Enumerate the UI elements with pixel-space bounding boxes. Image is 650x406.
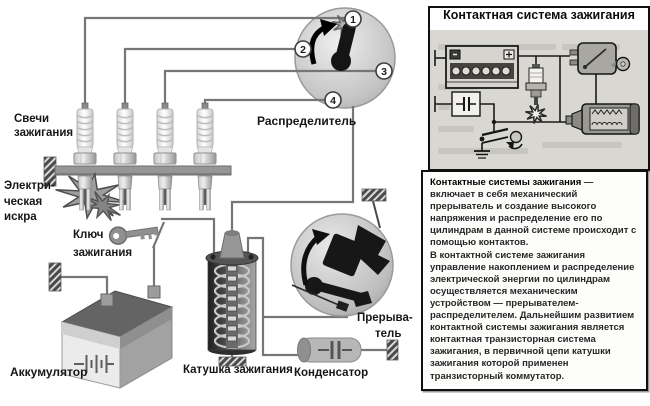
schematic-battery <box>446 46 518 88</box>
info-lead: Контактные системы зажигания <box>430 177 582 188</box>
info-text-box <box>421 170 648 391</box>
battery-ground-wire <box>61 277 107 294</box>
info-paragraph-1 <box>430 177 640 250</box>
capacitor-body <box>298 338 362 362</box>
label-breaker: Прерыва- тель <box>357 312 413 340</box>
battery-terminal-plus <box>148 286 160 298</box>
distributor-terminal-2 <box>295 41 311 57</box>
panel-title: Контактная система зажигания <box>430 8 648 30</box>
label-distributor: Распределитель <box>257 114 357 128</box>
label-battery: Аккумулятор <box>10 365 88 379</box>
distributor-terminal-4 <box>325 92 341 108</box>
rotor-pivot <box>331 51 351 71</box>
battery-terminal-minus <box>101 294 113 306</box>
svg-text:1: 1 <box>350 13 356 26</box>
info-paragraph-2: В контактной системе зажигания управление накоплением и распределение электрической энергии по цилиндрам осуществляется механическим устройством — прерывателем-распределителем. Дальнейшим развитием контактной системы зажигания является контактная транзисторная система зажигания, в первичной цепи катушки зажигания которой применен транзисторный коммутатор. <box>430 249 635 382</box>
label-ignition-key: Ключ зажигания <box>73 229 133 259</box>
plug-wire-2 <box>125 49 295 103</box>
ground-breaker <box>362 189 386 201</box>
schematic-drawing <box>430 30 644 167</box>
ground-capacitor <box>387 340 398 360</box>
svg-text:2: 2 <box>300 43 306 56</box>
schematic-capacitor <box>452 92 480 116</box>
label-capacitor: Конденсатор <box>294 367 369 379</box>
distributor-terminal-3 <box>376 63 392 79</box>
spark-plug-4 <box>194 103 216 210</box>
coil-ht-tower <box>220 233 244 258</box>
info-p1: — включает в себя механический прерыватель и создание высокого напряжения и распределение его по цилиндрам в данной системе происходит с помощью контактов. <box>430 177 637 249</box>
schematic-spark-plug <box>523 64 548 126</box>
contact-ignition-panel <box>428 6 650 171</box>
svg-text:4: 4 <box>330 94 336 107</box>
coil-core <box>226 262 238 348</box>
label-spark-plugs: Свечи зажигания <box>14 113 74 139</box>
panel-schematic <box>430 30 648 169</box>
distributor-terminal-1 <box>345 11 361 27</box>
engine-bar <box>55 166 231 175</box>
schematic-coil <box>566 104 639 134</box>
switch-to-coil-wire <box>161 219 214 256</box>
spark-plug-3 <box>154 103 176 210</box>
breaker-ground-lead <box>373 201 380 228</box>
svg-text:3: 3 <box>381 65 387 78</box>
spark-plug-2 <box>114 103 136 210</box>
label-ignition-coil: Катушка зажигания <box>183 364 293 376</box>
label-electric-spark: Электри- ческая искра <box>4 180 55 223</box>
plug-wire-4 <box>205 100 325 103</box>
ground-battery <box>49 263 61 291</box>
schematic-ignition-switch <box>570 43 630 74</box>
